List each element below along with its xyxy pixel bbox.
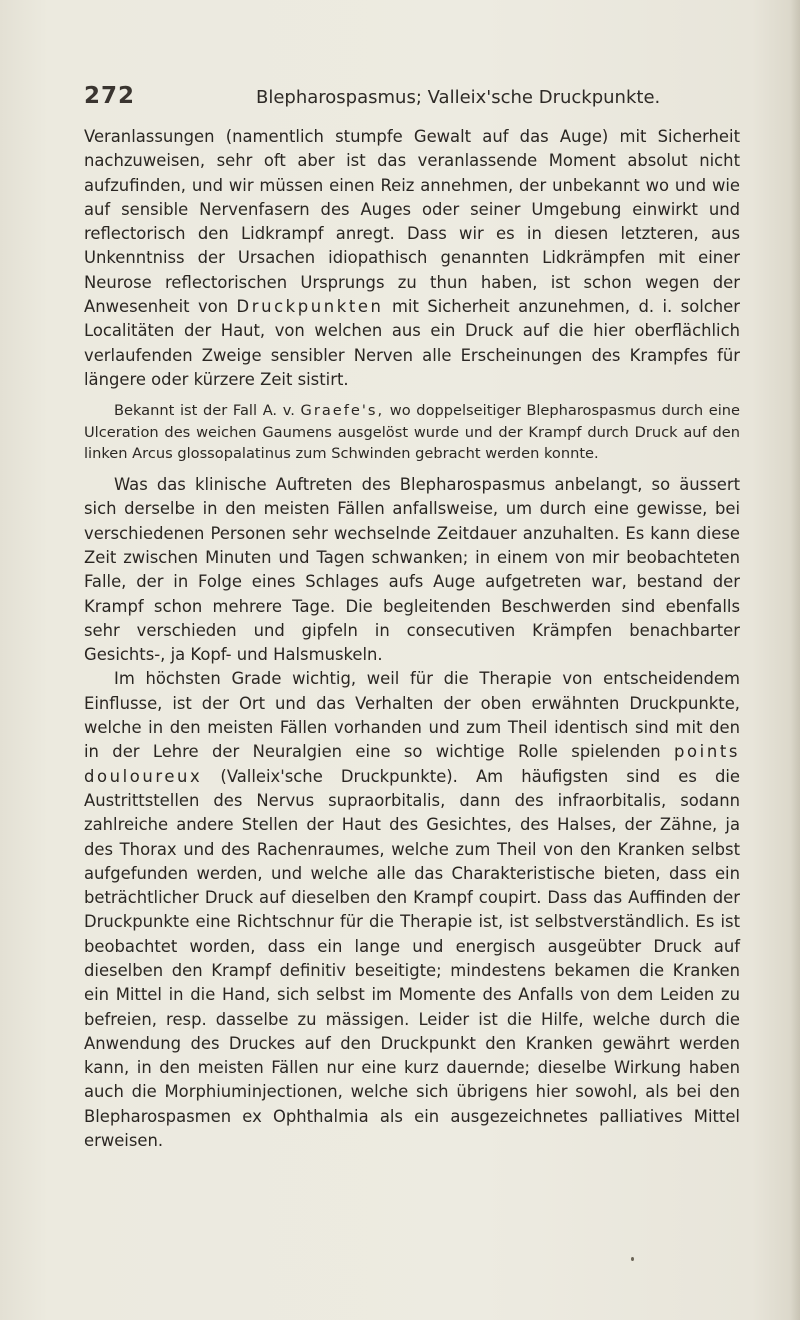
page-number: 272 <box>84 83 136 109</box>
ink-speck <box>631 1257 634 1261</box>
paragraph-2: Was das klinische Auftreten des Blepharospasmus anbelangt, so äussert sich derselbe in den meisten Fällen anfallsweise, um durch eine gewisse, bei verschiedenen Personen sehr wechselnde Zeitdauer anzuhalten. Es kann diese Zeit zwischen Minuten und Tagen schwanken; in einem von mir beobachteten Falle, der in Folge eines Schlages aufs Auge aufgetreten war, bestand der Krampf schon mehrere Tage. Die begleitenden Beschwerden sind ebenfalls sehr verschieden und gipfeln in consecutiven Krämpfen benachbarter Gesichts-, ja Kopf- und Halsmuskeln. <box>84 475 740 665</box>
paragraph-1-text-c: mit Sicherheit anzunehmen, d. i. solcher Localitäten der Haut, von welchen aus ein Druck auf die hier oberflächlich verlaufenden Zweige sensibler Nerven alle Erscheinungen des Krampfes für längere oder kürzere Zeit sistirt. <box>84 297 740 389</box>
paragraph-3 <box>84 667 740 1153</box>
paragraph-1-text-a: Veranlassungen (namentlich stumpfe Gewalt auf das Auge) mit Sicherheit nachzuweisen, sehr oft aber ist das veranlassende Moment absolut nicht aufzufinden, und wir müssen einen Reiz annehmen, der unbekannt wo und wie auf sensible Nervenfasern des Auges oder seiner Umgebung einwirkt und reflectorisch den Lidkrampf anregt. Dass wir es in diesen letzteren, aus Unkenntniss der Ursachen idiopathisch genannten Lidkrämpfen mit einer Neurose reflectorischen Ursprungs zu thun haben, ist schon wegen der Anwesenheit von <box>84 127 740 317</box>
paragraph-3-text-c: (Valleix'sche Druckpunkte). Am häufigsten sind es die Austrittstellen des Nervus supraorbitalis, dann des infraorbitalis, sodann zahlreiche andere Stellen der Haut des Gesichtes, des Halses, der Zähne, ja des Thorax und des Rachenraumes, welche zum Theil von den Kranken selbst aufgefunden werden, und welche alle das Charakteristische bieten, dass ein beträchtlicher Druck auf dieselben den Krampf coupirt. Dass das Auffinden der Druckpunkte eine Richtschnur für die Therapie ist, ist selbstverständlich. Es ist beobachtet worden, dass ein lange und energisch ausgeübter Druck auf dieselben den Krampf definitiv beseitigte; mindestens bekamen die Kranken ein Mittel in die Hand, sich selbst im Momente des Anfalls von dem Leiden zu befreien, resp. dasselbe zu mässigen. Leider ist die Hilfe, welche durch die Anwendung des Druckes auf den Druckpunkt den Kranken gewährt werden kann, in den meisten Fällen nur eine kurz dauernde; dieselbe Wirkung haben auch die Morphiuminjectionen, welche sich übrigens hier sowohl, als bei den Blepharospasmen ex Ophthalmia als ein ausgezeichnetes palliatives Mittel erweisen. <box>84 766 740 1151</box>
paragraph-3-text-a: Im höchsten Grade wichtig, weil für die Therapie von entscheidendem Einflusse, ist der Ort und das Verhalten der oben erwähnten Druckpunkte, welche in den meisten Fällen vorhanden und zum Theil identisch sind mit den in der Lehre der Neuralgien eine so wichtige Rolle spielenden <box>84 669 740 762</box>
emphasis-druckpunkten: Druckpunkten <box>236 297 384 317</box>
emphasis-points-douloureux: points douloureux <box>84 742 740 786</box>
running-title: Blepharospasmus; Valleix'sche Druckpunkte. <box>256 87 661 108</box>
page-body <box>84 125 740 1153</box>
note-text-c: wo doppelseitiger Blepharospasmus durch eine Ulceration des weichen Gaumens ausgelöst wurde und der Krampf durch Druck auf den linken Arcus glossopalatinus zum Schwinden gebracht werden konnte. <box>84 402 740 463</box>
emphasis-graefe: Graefe's, <box>300 402 385 420</box>
small-print-note <box>84 400 740 465</box>
page-header <box>84 83 744 113</box>
paragraph-1 <box>84 125 740 392</box>
page-edge-shadow <box>790 0 800 1320</box>
note-text-a: Bekannt ist der Fall A. v. <box>114 402 295 420</box>
